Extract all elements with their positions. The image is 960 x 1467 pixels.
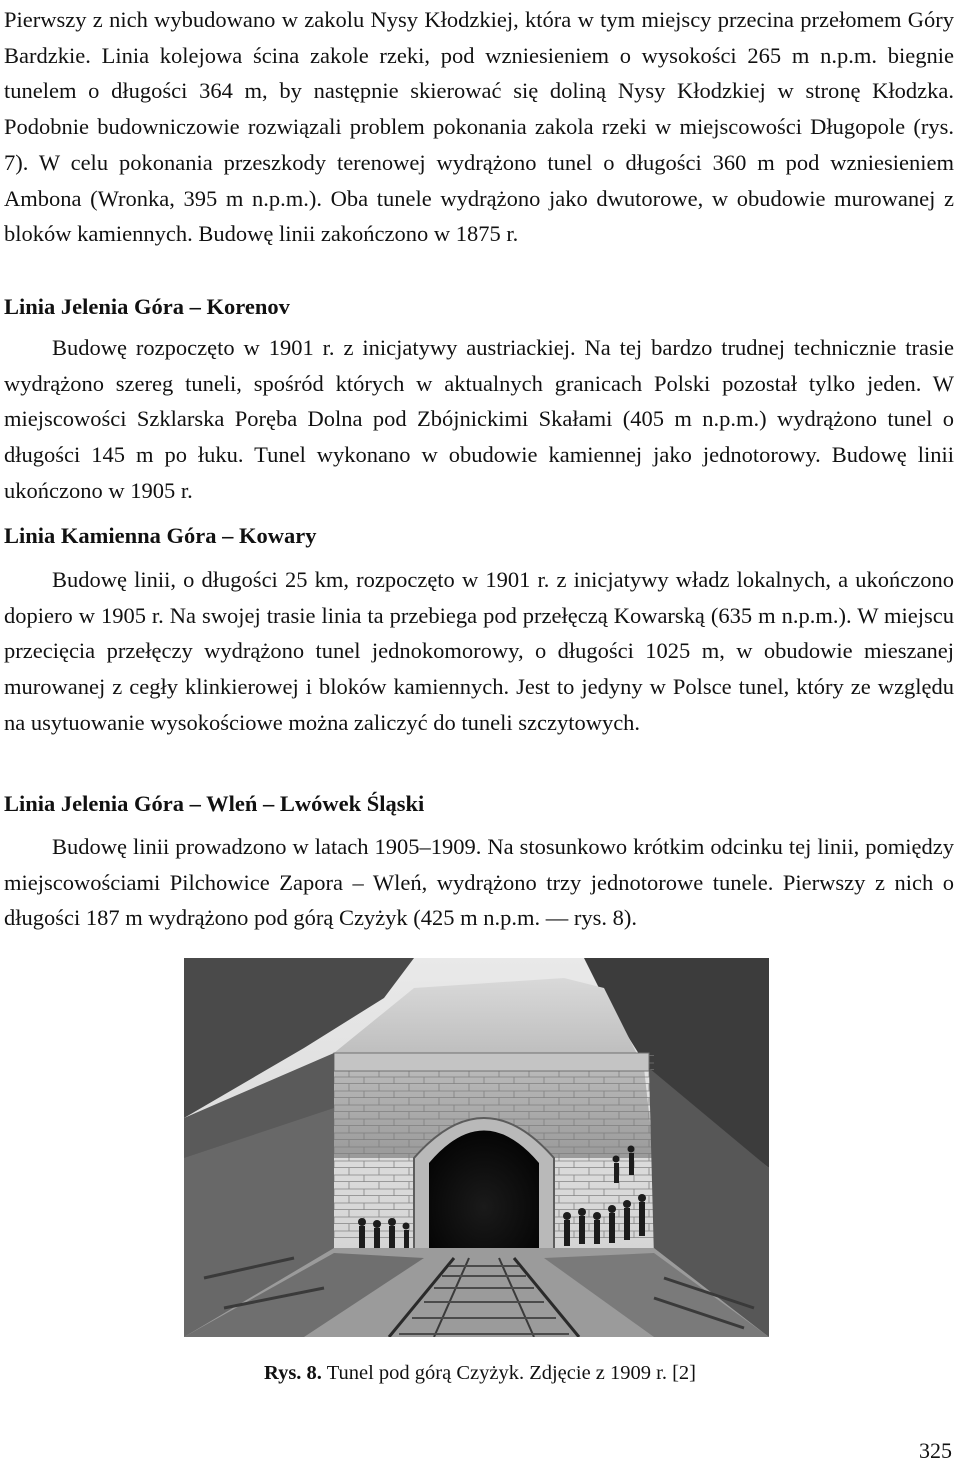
tunnel-photograph-drawing — [184, 958, 769, 1337]
figure-label: Rys. 8. — [263, 1362, 322, 1384]
section-heading-wlen: Linia Jelenia Góra – Wleń – Lwówek Śląski — [4, 791, 425, 816]
page-number: 325 — [919, 1438, 952, 1463]
paragraph-kowary-line: Budowę linii, o długości 25 km, rozpoczęto w 1901 r. z inicjatywy władz lokalnych, a ukończono dopiero w 1905 r. Na swojej trasie linia ta przebiega pod przełęczą Kowarską (635 m n.p.m.). W miejscu przecięcia przełęczy wydrążono tunel jednokomorowy, o długości 1025 m, w obudowie mieszanej murowanej z cegły klinkierowej i bloków kamiennych. Jest to jedyny w Polsce tunel, który ze względu na usytuowanie wysokościowe można zaliczyć do tuneli szczytowych. — [4, 567, 954, 735]
section-heading-korenov: Linia Jelenia Góra – Korenov — [4, 294, 290, 319]
figure-caption-text: Tunel pod górą Czyżyk. Zdjęcie z 1909 r. [2] — [326, 1362, 696, 1384]
tunnel-photograph — [184, 958, 769, 1337]
paragraph-nysa-tunnels: Pierwszy z nich wybudowano w zakolu Nysy Kłodzkiej, która w tym miejscy przecina przełomem Góry Bardzkie. Linia kolejowa ścina zakole rzeki, pod wzniesieniem o wysokości 265 m n.p.m. biegnie tunelem o długości 364 m, by następnie skierować się doliną Nysy Kłodzkiej w stronę Kłodzka. Podobnie budowniczowie rozwiązali problem pokonania zakola rzeki w miejscowości Długopole (rys. 7). W celu pokonania przeszkody terenowej wydrążono tunel o długości 360 m pod wzniesieniem Ambona (Wronka, 395 m n.p.m.). Oba tunele wydrążono jako dwutorowe, w obudowie murowanej z bloków kamiennych. Budowę linii zakończono w 1875 r. — [4, 7, 954, 247]
section-heading-kowary: Linia Kamienna Góra – Kowary — [4, 523, 317, 548]
paragraph-wlen-line: Budowę linii prowadzono w latach 1905–1909. Na stosunkowo krótkim odcinku tej linii, pomiędzy miejscowościami Pilchowice Zapora – Wleń, wydrążono trzy jednotorowe tunele. Pierwszy z nich o długości 187 m wydrążono pod górą Czyżyk (425 m n.p.m. — rys. 8). — [4, 834, 954, 931]
paragraph-korenov-line: Budowę rozpoczęto w 1901 r. z inicjatywy austriackiej. Na tej bardzo trudnej technicznie trasie wydrążono szereg tuneli, spośród których w aktualnych granicach Polski pozostał tylko jeden. W miejscowości Szklarska Poręba Dolna pod Zbójnickimi Skałami (405 m n.p.m.) wydrążono tunel o długości 145 m po łuku. Tunel wykonano w obudowie kamiennej jako jednotorowy. Budowę linii ukończono w 1905 r. — [4, 335, 954, 503]
figure-caption — [0, 1359, 960, 1387]
